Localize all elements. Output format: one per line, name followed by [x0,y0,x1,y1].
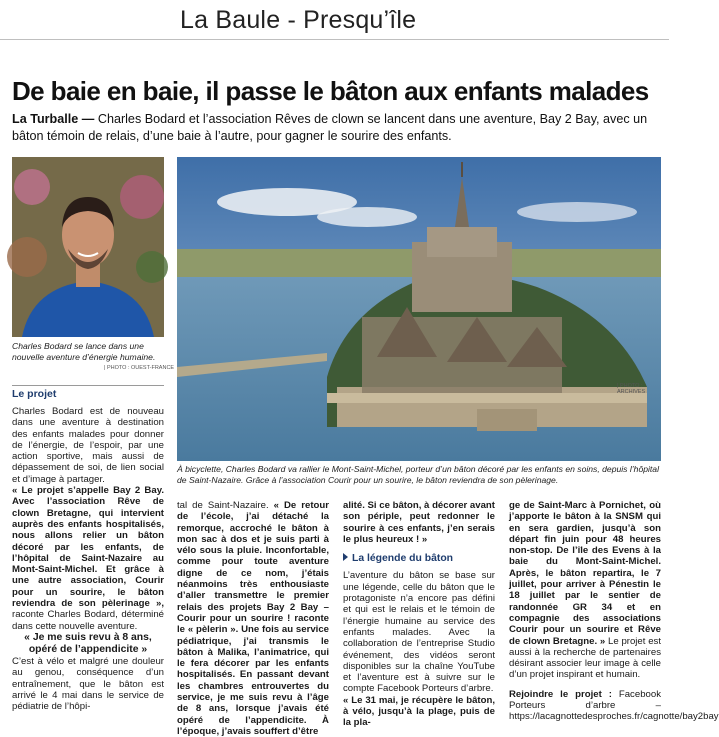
link-label: Rejoindre le projet : [509,688,612,700]
article-column-3 [343,500,495,729]
portrait-credit: | PHOTO : OUEST-FRANCE [104,365,175,371]
subheading [343,553,495,564]
paragraph [343,695,495,729]
paragraph [12,485,164,632]
paragraph [177,500,329,737]
lead-text: Charles Bodard et l’association Rêves de clown se lancent dans une aventure, Bay 2 Bay, avec un bâton témoin de relais, d’une baie à l’autre, pour gagner le sourire des enfants. [12,112,648,143]
quote-text: « De retour de l’école, j’ai détaché la remorque, accroché le bâton à mon sac à dos et je suis parti à vélo sous la pluie. Inconfortable, comme pour toute aventure digne de ce nom, j’étais néanmoins très enthousiaste d’aller transmettre le premier relais des projets Bay 2 Bay – Courir pour un sourire ! raconte le « pèlerin ». Une fois au service pédiatrique, j’ai transmis le bâton à Malika, l’animatrice, qui le fera décorer par les enfants hospitalisés. En passant devant les chambres entrouvertes du service, je me suis revu à l’âge de 8 ans, lorsque j’avais été opéré de l’appendicite. À l’époque, j’avais souffert d’être [177,500,329,737]
quote-text: alité. Si ce bâton, à décorer avant son périple, peut redonner le sourire à ces enfants, j’en serais le plus heureux ! » [343,500,495,545]
paragraph: L’aventure du bâton se base sur une légende, celle du bâton que le protagoniste n’a encore pas défini et qui est le relais et le témoin de l’énergie humaine au service des enfants malades. Avec la collaboration de l’entreprise Studio événement, des vidéos seront disponibles sur la chaîne YouTube et l’aventure est à suivre sur le compte Facebook Porteurs d’arbre. [343,570,495,695]
landscape-image [177,157,661,461]
pull-quote: « Je me suis revu à 8 ans, opéré de l’appendicite » [24,631,152,655]
paragraph [509,500,661,681]
paragraph-text: raconte Charles Bodard, déterminé dans cette nouvelle aventure. [12,609,164,632]
quote-text: « Le projet s’appelle Bay 2 Bay. Avec l’association Rêve de clown Bretagne, qui intervient auprès des enfants hospitalisés, nous allons relier un bâton décoré par les enfants, de l’hôpital de Saint-Nazaire au Mont-Saint-Michel. Et grâce à une autre association, Courir pour un sourire, le bâton reviendra de son pèlerinage », [12,485,164,610]
lead-place: La Turballe — [12,112,95,126]
paragraph-text: Le projet est aussi à la recherche de partenaires désirant associer leur image à celle d’un projet inspirant et humain. [509,635,661,681]
article-column-1 [12,406,164,712]
paragraph [509,688,719,723]
article-column-2 [177,500,329,737]
article-lead [12,111,662,145]
portrait-photo [12,157,164,337]
subheading-text: La légende du bâton [352,553,454,565]
paragraph [343,500,495,545]
link-text: Facebook Porteurs d’arbre – https://lacagnottedesproches.fr/cagnotte/bay2bay [509,688,719,723]
mont-saint-michel-photo [177,157,661,461]
quote-text: « Le 31 mai, je récupère le bâton, à vélo, jusqu’à la plage, puis de la pla- [343,694,495,729]
section-label: Le projet [12,385,164,400]
portrait-caption-text: Charles Bodard se lance dans une nouvelle aventure d’énergie humaine. [12,341,156,362]
section-title: La Baule - Presqu’île [180,6,417,34]
quote-text: ge de Saint-Marc à Pornichet, où j’apporte le bâton à la SNSM qui en sera gardien, jusqu’à son départ fin juin pour 48 heures non-stop. De l’île des Evens à la baie du Mont-Saint-Michel. Après, le bâton repartira, le 7 juillet, pour arriver à Pénestin le 18 juillet par le sentier de randonnée GR 34 et en compagnie des associations Courir pour un sourire et Rêve de clown Bretagne. » [509,500,661,647]
portrait-caption [12,341,164,363]
paragraph: Charles Bodard est de nouveau dans une aventure à destination des enfants malades pour donner de l’énergie, de l’espoir, par une action sportive, mais aussi de dépassement de soi, de lien social et d’image à partager. [12,406,164,485]
photo-caption: À bicyclette, Charles Bodard va rallier le Mont-Saint-Michel, porteur d’un bâton décoré par les enfants en soins, depuis l’hôpital de Saint-Nazaire. Grâce à l’association Courir pour un sourire, le bâton reviendra de son pèlerinage. [177,464,659,485]
photo-credit: | PHOTO : ARCHIVES [617,383,646,395]
article-headline: De baie en baie, il passe le bâton aux enfants malades [12,76,649,106]
portrait-image [12,157,164,337]
section-header [0,0,669,40]
paragraph-text: tal de Saint-Nazaire. [177,500,274,511]
article-column-4 [509,500,719,723]
paragraph: C’est à vélo et malgré une douleur au genou, conséquence d’un entraînement, que le bâton est arrivé le 4 mai dans le service de pédiatrie de l’hôpi- [12,655,164,713]
triangle-icon [343,553,348,561]
